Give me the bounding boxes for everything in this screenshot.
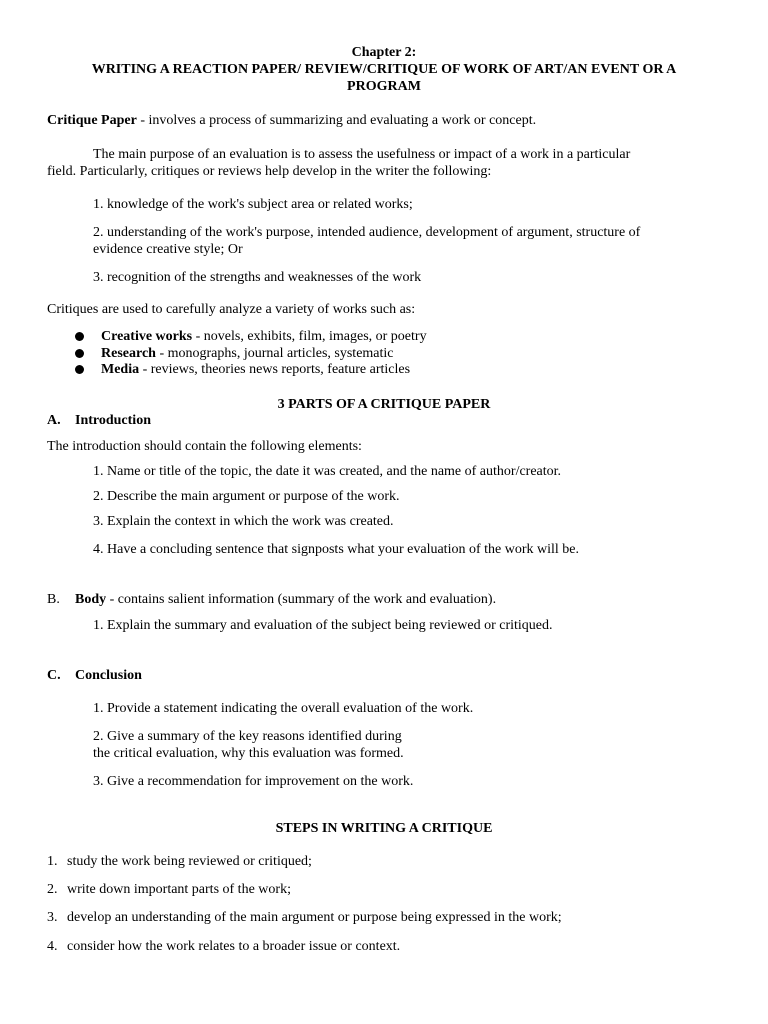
section-b-paragraph [75, 591, 496, 608]
section-a-intro: The introduction should contain the following elements: [47, 439, 362, 454]
section-b-text: - contains salient information (summary of the work and evaluation). [106, 592, 497, 607]
work-type-term: Creative works [101, 329, 193, 344]
parts-heading: 3 PARTS OF A CRITIQUE PAPER [277, 397, 491, 412]
work-type-item [101, 328, 427, 345]
page-title-line2: PROGRAM [347, 79, 421, 94]
section-c-title: Conclusion [75, 668, 142, 683]
section-a-item: 2. Describe the main argument or purpose of the work. [93, 489, 400, 504]
work-type-term: Media [101, 362, 140, 377]
section-c-letter: C. [47, 668, 61, 683]
section-b-letter: B. [47, 592, 60, 607]
definition-term: Critique Paper [47, 113, 137, 128]
bullet-icon [75, 332, 84, 341]
definition-paragraph [47, 112, 536, 129]
work-type-item [101, 345, 394, 362]
works-intro: Critiques are used to carefully analyze a variety of works such as: [47, 302, 416, 317]
section-a-title: Introduction [75, 413, 151, 428]
section-a-letter: A. [47, 413, 61, 428]
purpose-line-1: The main purpose of an evaluation is to assess the usefulness or impact of a work in a particular [93, 147, 631, 162]
develop-item: 1. knowledge of the work's subject area or related works; [93, 197, 413, 212]
step-text: consider how the work relates to a broader issue or context. [67, 939, 401, 954]
steps-heading: STEPS IN WRITING A CRITIQUE [275, 821, 493, 836]
bullet-icon [75, 365, 84, 374]
page-title-line1: WRITING A REACTION PAPER/ REVIEW/CRITIQUE OF WORK OF ART/AN EVENT OR A [91, 62, 677, 77]
section-a-item: 3. Explain the context in which the work was created. [93, 514, 394, 529]
work-type-text: - reviews, theories news reports, feature articles [139, 362, 411, 377]
bullet-icon [75, 349, 84, 358]
section-c-item: 3. Give a recommendation for improvement on the work. [93, 774, 414, 789]
step-text: study the work being reviewed or critiqued; [67, 854, 312, 869]
chapter-label: Chapter 2: [351, 45, 417, 60]
develop-item-continuation: evidence creative style; Or [93, 242, 243, 257]
develop-item: 2. understanding of the work's purpose, intended audience, development of argument, structure of [93, 225, 641, 240]
section-c-item: 2. Give a summary of the key reasons identified during [93, 729, 402, 744]
work-type-text: - monographs, journal articles, systematic [155, 346, 394, 361]
step-text: write down important parts of the work; [67, 882, 291, 897]
step-number: 1. [47, 854, 58, 869]
purpose-line-2: field. Particularly, critiques or reviews help develop in the writer the following: [47, 164, 492, 179]
section-a-item: 4. Have a concluding sentence that signposts what your evaluation of the work will be. [93, 542, 579, 557]
step-number: 2. [47, 882, 58, 897]
work-type-term: Research [101, 346, 156, 361]
definition-text: - involves a process of summarizing and evaluating a work or concept. [136, 113, 537, 128]
section-c-item-continuation: the critical evaluation, why this evaluation was formed. [93, 746, 404, 761]
section-b-title: Body [75, 592, 107, 607]
develop-item: 3. recognition of the strengths and weaknesses of the work [93, 270, 422, 285]
step-text: develop an understanding of the main argument or purpose being expressed in the work; [67, 910, 562, 925]
step-number: 4. [47, 939, 58, 954]
section-a-item: 1. Name or title of the topic, the date it was created, and the name of author/creator. [93, 464, 562, 479]
work-type-item [101, 361, 410, 378]
section-c-item: 1. Provide a statement indicating the overall evaluation of the work. [93, 701, 474, 716]
section-b-item: 1. Explain the summary and evaluation of the subject being reviewed or critiqued. [93, 618, 553, 633]
work-type-text: - novels, exhibits, film, images, or poetry [192, 329, 427, 344]
step-number: 3. [47, 910, 58, 925]
